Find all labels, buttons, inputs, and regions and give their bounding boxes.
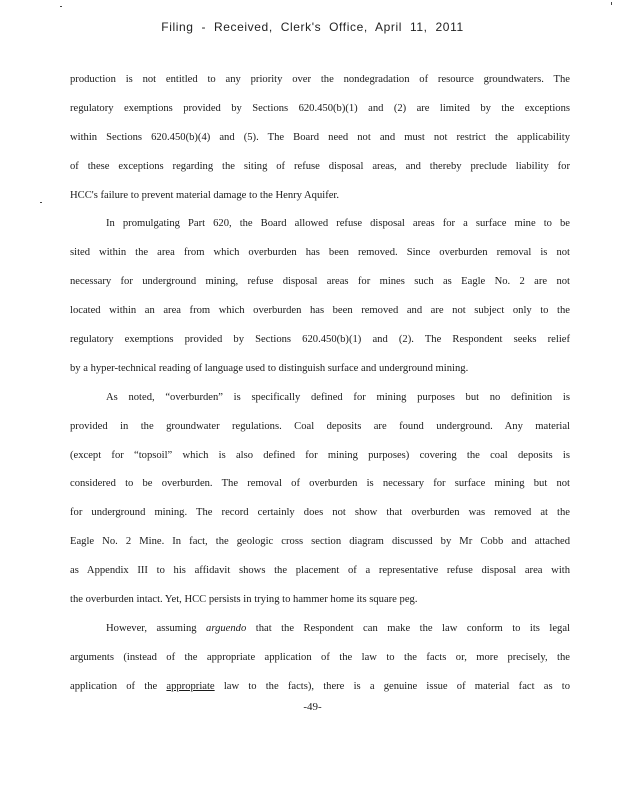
text-line: In promulgating Part 620, the Board allowed refuse disposal areas for a surface mine to be [106,218,570,230]
text-line: arguments (instead of the appropriate application of the law to the facts or, more precisely, the [70,651,570,663]
text-run: However, assuming [106,622,207,634]
page-number: -49- [303,701,322,713]
text-line: by a hyper-technical reading of language used to distinguish surface and underground mining. [70,362,469,374]
scan-speck [60,6,62,7]
text-line: provided in the groundwater regulations. Coal deposits are found underground. Any material [70,420,570,432]
emphasis-arguendo: arguendo [206,622,247,634]
text-run: application of the [70,680,167,692]
filing-stamp-header: Filing - Received, Clerk's Office, April 11, 2011 [161,20,464,34]
text-line: as Appendix III to his affidavit shows the placement of a representative refuse disposal area with [70,565,570,577]
text-line: production is not entitled to any priority over the nondegradation of resource groundwaters. The [70,74,570,85]
text-line: sited within the area from which overburden has been removed. Since overburden removal is not [70,247,570,259]
scan-speck [40,202,42,203]
text-line: within Sections 620.450(b)(4) and (5). The Board need not and must not restrict the applicability [70,131,570,143]
underline-appropriate: appropriate [166,680,215,692]
text-line: for underground mining. The record certainly does not show that overburden was removed at the [70,507,570,519]
text-line [70,615,570,644]
text-line: necessary for underground mining, refuse disposal areas for mines such as Eagle No. 2 are not [70,276,570,288]
text-line: HCC's failure to prevent material damage to the Henry Aquifer. [70,189,340,201]
text-line: the overburden intact. Yet, HCC persists in trying to hammer home its square peg. [70,594,418,606]
text-line: regulatory exemptions provided by Sections 620.450(b)(1) and (2) are limited by the exceptions [70,102,570,114]
document-body [70,66,570,702]
text-line [70,673,570,702]
text-line: regulatory exemptions provided by Sections 620.450(b)(1) and (2). The Respondent seeks relief [70,334,570,346]
text-line: (except for “topsoil” which is also defined for mining purposes) covering the coal deposits is [70,449,570,461]
text-line: As noted, “overburden” is specifically defined for mining purposes but no definition is [106,391,570,403]
scan-speck [611,2,612,5]
text-line: Eagle No. 2 Mine. In fact, the geologic cross section diagram discussed by Mr Cobb and attached [70,536,570,548]
text-run: that the Respondent can make the law conform to its legal [246,622,571,634]
text-line: considered to be overburden. The removal of overburden is necessary for surface mining but not [70,478,570,490]
text-line: located within an area from which overburden has been removed and are not subject only to the [70,305,570,317]
text-run: law to the facts), there is a genuine issue of material fact as to [214,680,570,692]
text-line: of these exceptions regarding the siting of refuse disposal areas, and thereby preclude liability for [70,160,570,172]
